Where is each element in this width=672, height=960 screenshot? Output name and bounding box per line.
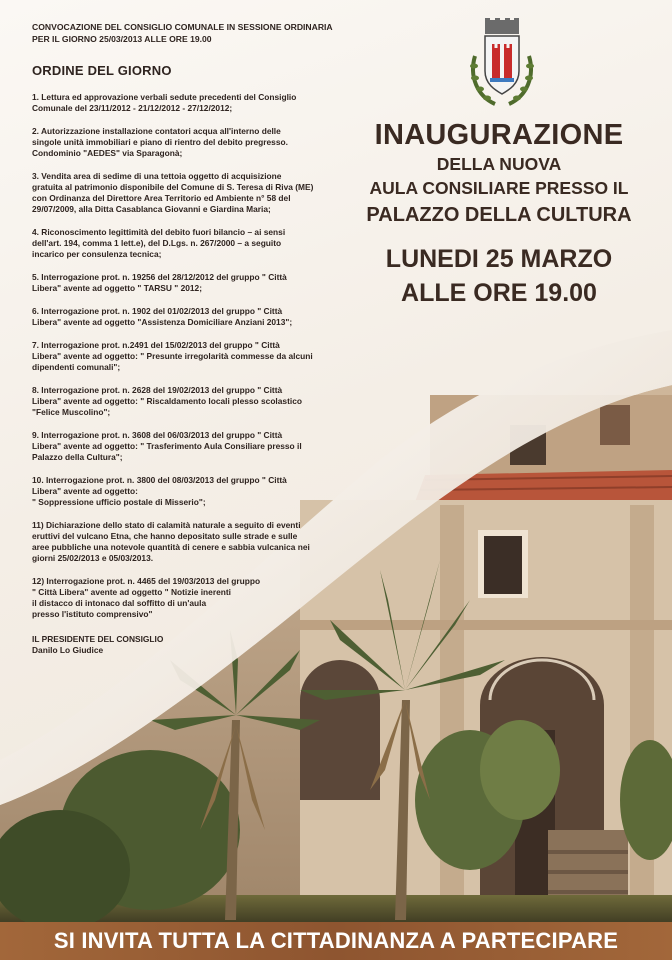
signature-role: IL PRESIDENTE DEL CONSIGLIO — [32, 634, 164, 644]
agenda-item: 2. Autorizzazione installazione contatori acqua all'interno delle singole unità immobiliari e piano di rientro del debito pregresso. Condominio "AEDES" via Sparagonà; — [32, 126, 288, 158]
agenda-item: 4. Riconoscimento legittimità del debito fuori bilancio – ai sensi dell'art. 194, comma 1 lett.e), del D.Lgs. n. 267/2000 – a seguito incarico per consulenza tecnica; — [32, 227, 286, 259]
agenda-title: ORDINE DEL GIORNO — [32, 63, 172, 78]
convocation-line-1: CONVOCAZIONE DEL CONSIGLIO COMUNALE IN SESSIONE ORDINARIA — [32, 22, 333, 32]
invitation-banner — [0, 922, 672, 960]
agenda-item: 5. Interrogazione prot. n. 19256 del 28/12/2012 del gruppo " Città Libera" avente ad oggetto " TARSU " 2012; — [32, 272, 287, 293]
agenda-item: 9. Interrogazione prot. n. 3608 del 06/03/2013 del gruppo " Città Libera" avente ad oggetto: " Trasferimento Aula Consiliare presso il Palazzo della Cultura"; — [32, 430, 302, 462]
convocation-line-2: PER IL GIORNO 25/03/2013 ALLE ORE 19.00 — [32, 33, 212, 44]
agenda-item: 7. Interrogazione prot. n.2491 del 15/02/2013 del gruppo " Città Libera" avente ad oggetto: " Presunte irregolarità commesse da alcuni dipendenti comunali"; — [32, 340, 313, 372]
signature-name: Danilo Lo Giudice — [32, 645, 104, 655]
agenda-item: 6. Interrogazione prot. n. 1902 del 01/02/2013 del gruppo " Città Libera" avente ad oggetto "Assistenza Domiciliare Anziani 2013"; — [32, 306, 293, 327]
agenda-item: 12) Interrogazione prot. n. 4465 del 19/03/2013 del gruppo " Città Libera" avente ad oggetto " Notizie inerenti il distacco di intonaco dal soffitto di un'aula presso l'istituto comprensivo" — [32, 576, 261, 619]
agenda-column — [32, 22, 347, 656]
agenda-item: 8. Interrogazione prot. n. 2628 del 19/02/2013 del gruppo " Città Libera" avente ad oggetto: " Riscaldamento locali plesso scolastico "Felice Muscolino"; — [32, 385, 302, 417]
signature — [32, 634, 347, 656]
agenda-item: 3. Vendita area di sedime di una tettoia oggetto di acquisizione gratuita al patrimonio disponibile del Comune di S. Teresa di Riva (ME) con Ordinanza del Direttore Area Territorio ed Ambiente n° 58 del 29/07/2009, alla Ditta Casablanca Giovanni e Giardina Maria; — [32, 171, 314, 214]
event-subtitle-3: PALAZZO DELLA CULTURA — [366, 204, 632, 226]
convocation-notice — [32, 22, 347, 45]
coat-of-arms-icon — [465, 16, 539, 112]
headline-block — [340, 118, 658, 310]
invitation-text: SI INVITA TUTTA LA CITTADINANZA A PARTECIPARE — [53, 928, 619, 953]
event-date: LUNEDI 25 MARZO — [385, 245, 613, 273]
agenda-list — [32, 92, 347, 620]
event-time: ALLE ORE 19.00 — [401, 279, 597, 307]
event-subtitle-2: AULA CONSILIARE PRESSO IL — [369, 178, 629, 198]
event-title: INAUGURAZIONE — [374, 119, 624, 151]
agenda-item: 11) Dichiarazione dello stato di calamità naturale a seguito di eventi eruttivi del vulcano Etna, che hanno depositato sulle strade e sulle aree pubbliche una notevole quantità di cenere e sabbia vulcanica nei giorni 25/02/2013 e 05/03/2013. — [32, 520, 310, 563]
event-subtitle-1: DELLA NUOVA — [436, 154, 562, 174]
agenda-item: 1. Lettura ed approvazione verbali sedute precedenti del Consiglio Comunale del 23/11/2012 - 21/12/2012 - 27/12/2012; — [32, 92, 297, 113]
agenda-item: 10. Interrogazione prot. n. 3800 del 08/03/2013 del gruppo " Città Libera" avente ad oggetto: " Soppressione ufficio postale di Misserio"; — [32, 475, 287, 507]
